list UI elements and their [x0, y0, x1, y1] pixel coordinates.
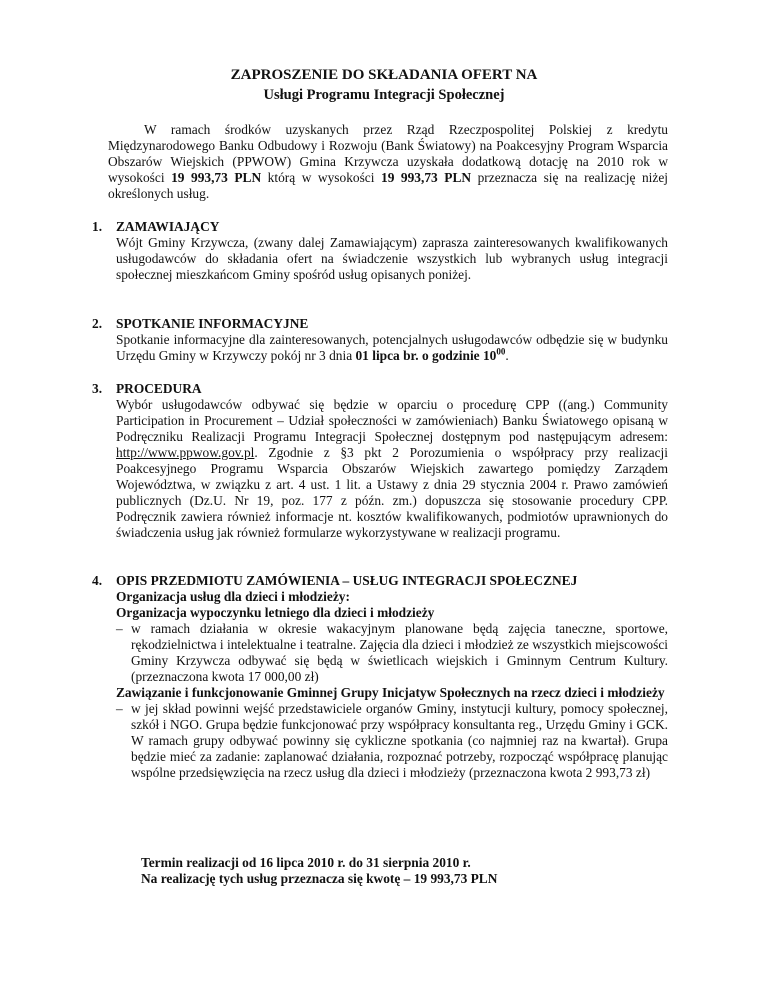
section-opis-przedmiotu: [92, 573, 668, 781]
document-subtitle: Usługi Programu Integracji Społecznej: [263, 87, 505, 103]
section-body: Spotkanie informacyjne dla zainteresowanych, potencjalnych usługodawców odbędzie się w budynku Urzędu Gminy w Krzywczy pokój nr 3 dnia 01 lipca br. o godzinie $10^{00}$.: [116, 332, 668, 363]
subsection-title: Organizacja wypoczynku letniego dla dzieci i młodzieży: [116, 605, 435, 620]
section-heading: 4. OPIS PRZEDMIOTU ZAMÓWIENIA – USŁUG INTEGRACJI SPOŁECZNEJ: [92, 573, 578, 588]
footer-summary: [141, 855, 701, 887]
ppwow-link[interactable]: http://www.ppwow.gov.pl: [116, 445, 255, 460]
section-heading: 1. ZAMAWIAJĄCY: [92, 219, 220, 234]
section-zamawiajacy: [92, 219, 668, 283]
section-body: Wybór usługodawców odbywać się będzie w oparciu o procedurę CPP ((ang.) Community Participation in Procurement – Udział społeczności w zamówieniach) Banku Światowego opisaną w Podręczniku Realizacji Programu Integracji Społecznej dostępnym pod następującym adresem: http://www.ppwow.gov.pl. Zgodnie z §3 pkt 2 Porozumienia o współpracy przy realizacji Poakcesyjnego Programu Wsparcia Obszarów Wiejskich zawartego pomiędzy Zarządem Województwa, w związku z art. 4 ust. 1 lit. a Ustawy z dnia 29 stycznia 2004 r. Prawo zamówień publicznych (Dz.U. Nr 19, poz. 177 z późn. zm.) dopuszcza się stosowanie procedury CPP. Podręcznik zawiera również informacje nt. kosztów kwalifikowanych, podmiotów uprawnionych do świadczenia usług jak również formularze wykorzystywane w realizacji programu.: [116, 397, 668, 540]
intro-paragraph: W ramach środków uzyskanych przez Rząd Rzeczpospolitej Polskiej z kredytu Międzynarodowego Banku Odbudowy i Rozwoju (Bank Światowy) na Poakcesyjny Program Wsparcia Obszarów Wiejskich (PPWOW) Gmina Krzywcza uzyskała dodatkową dotację na 2010 rok w wysokości 19 993,73 PLN którą w wysokości 19 993,73 PLN przeznacza się na realizację niżej określonych usług.: [108, 122, 668, 201]
section-heading: 3. PROCEDURA: [92, 381, 202, 396]
section-number: 3.: [92, 381, 103, 396]
subsection-title: Zawiązanie i funkcjonowanie Gminnej Grupy Inicjatyw Społecznych na rzecz dzieci i młodzieży: [116, 685, 665, 700]
section-number: 4.: [92, 573, 103, 588]
list-item: – w jej skład powinni wejść przedstawiciele organów Gminy, instytucji kultury, pomocy społecznej, szkół i NGO. Grupa będzie funkcjonować przy współpracy konsultanta reg., Urzędu Gminy i GCK. W ramach grupy odbywać powinny się cykliczne spotkania (co najmniej raz na kwartał). Grupa będzie mieć za zadanie: zaplanować działania, rozpoznać potrzeby, rozpocząć współpracę planując wspólne przedsięwzięcia na rzecz usług dla dzieci i młodzieży (przeznaczona kwota 2 993,73 zł): [116, 701, 668, 780]
subsection-title: Organizacja usług dla dzieci i młodzieży:: [116, 589, 350, 604]
section-spotkanie: [92, 316, 668, 364]
list-item: – w ramach działania w okresie wakacyjnym planowane będą zajęcia taneczne, sportowe, rękodzielnictwa i intelektualne i teatralne. Zajęcia dla dzieci i młodzież ze wszystkich miejscowości Gminy Krzywcza odbywać się będą w świetlicach wiejskich i Gminnym Centrum Kultury. (przeznaczona kwota 17 000,00 zł): [116, 621, 668, 684]
section-procedura: [92, 381, 668, 541]
section-number: 1.: [92, 219, 103, 234]
intro-amount-2: 19 993,73 PLN: [381, 170, 472, 185]
section-body: Wójt Gminy Krzywcza, (zwany dalej Zamawiającym) zaprasza zainteresowanych kwalifikowanych usługodawców do składania ofert na świadczenie wszystkich lub wybranych usług integracji społecznej mieszkańcom Gminy spośród usług opisanych poniżej.: [116, 235, 668, 282]
section-heading: 2. SPOTKANIE INFORMACYJNE: [92, 316, 309, 331]
realization-period: Termin realizacji od 16 lipca 2010 r. do 31 sierpnia 2010 r.: [141, 855, 471, 870]
section-number: 2.: [92, 316, 103, 331]
meeting-date: 01 lipca br. o godzinie $10^{00}$: [355, 346, 506, 363]
intro-amount-1: 19 993,73 PLN: [171, 170, 262, 185]
document-title: ZAPROSZENIE DO SKŁADANIA OFERT NA: [230, 67, 538, 83]
dash-bullet-icon: –: [116, 621, 123, 636]
dash-bullet-icon: –: [116, 701, 123, 716]
total-amount: Na realizację tych usług przeznacza się kwotę – 19 993,73 PLN: [141, 871, 498, 886]
